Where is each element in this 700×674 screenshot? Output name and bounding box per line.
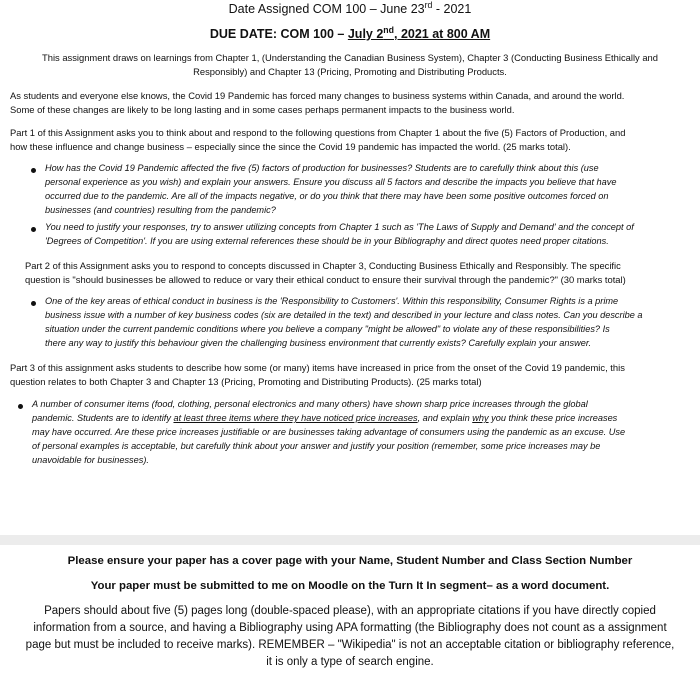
details-line-4: it is only a type of search engine. — [266, 656, 434, 668]
part3-bullet-emphasis-items: at least three items where they have noticed price increases — [173, 413, 418, 423]
bullet-icon — [18, 404, 23, 409]
part2-bullet-line-4: there any way to justify this behaviour given the challenging business environment that currently exists? Carefully explain your answer. — [45, 338, 592, 348]
part1-intro-line-1: Part 1 of this Assignment asks you to think about and respond to the following questions from Chapter 1 about the five (5) Factors of Production, and — [10, 127, 626, 138]
part1-intro-line-2: how these influence and change business – especially since the since the Covid 19 pandemic has impacted the world. (25 marks total). — [10, 141, 571, 152]
date-assigned — [0, 2, 700, 16]
bullet-icon — [31, 168, 36, 173]
part3-bullet-line-4: of personal examples is acceptable, but carefully think about your answer and justify your position (remember, some price increases may be — [32, 441, 601, 451]
part2-intro-line-1: Part 2 of this Assignment asks you to respond to concepts discussed in Chapter 3, Conducting Business Ethically and Responsibly. The specific — [25, 260, 621, 271]
date-assigned-sup: rd — [424, 0, 433, 10]
part1-bullet1-line-2: personal experience as you wish) and explain your answers. Ensure you discuss all 5 factors and describe the impacts you believe that have — [45, 177, 617, 187]
part1-bullet2-line-1: You need to justify your responses, try to answer utilizing concepts from Chapter 1 such as 'The Laws of Supply and Demand' and the concept of — [45, 222, 634, 232]
intro-line-1: This assignment draws on learnings from Chapter 1, (Understanding the Canadian Business System), Chapter 3 (Conducting Business Ethically and — [42, 52, 658, 63]
part2-intro-line-2: question is "should businesses be allowed to reduce or vary their ethical conduct to ensure their survival through the pandemic?" (30 marks total) — [25, 274, 626, 285]
details-line-1: Papers should about five (5) pages long (double-spaced please), with an appropriate citations if you have directly copied — [44, 605, 656, 617]
page-divider — [0, 535, 700, 545]
date-assigned-year: - 2021 — [432, 2, 472, 16]
part3-bullet-line-2 — [32, 413, 617, 423]
part1-bullet2-line-2: 'Degrees of Competition'. If you are using external references these should be in your Bibliography and direct quotes need proper citations. — [45, 236, 609, 246]
details-line-3: page but must be included to receive marks). REMEMBER – "Wikipedia" is not an acceptable citation or bibliography reference, — [25, 639, 675, 651]
part1-bullet1-line-1: How has the Covid 19 Pandemic affected the five (5) factors of production for businesses? Students are to carefully think about this (use — [45, 163, 599, 173]
part3-bullet-line-2-b: , and explain — [417, 413, 473, 423]
part3-bullet-line-5: unavoidable for businesses). — [32, 455, 149, 465]
due-date-main: July 2 — [347, 27, 384, 41]
context-line-2: Some of these changes are likely to be long lasting and in some cases perhaps permanent impacts to the business world. — [10, 104, 515, 115]
part1-bullet1-line-3: occurred due to the pandemic. Are all of the impacts negative, or do you think that there may have been some positive outcomes forced on — [45, 191, 609, 201]
bullet-icon — [31, 301, 36, 306]
context-line-1: As students and everyone else knows, the Covid 19 Pandemic has forced many changes to business systems within Canada, and around the world. — [10, 90, 625, 101]
cover-page-instruction: Please ensure your paper has a cover page with your Name, Student Number and Class Section Number — [67, 555, 633, 567]
part3-intro-line-2: question relates to both Chapter 3 and Chapter 13 (Pricing, Promoting and Distributing Products). (25 marks total) — [10, 376, 482, 387]
part3-bullet-line-2-a: pandemic. Students are to identify — [32, 413, 174, 423]
part1-bullet1-line-4: businesses (and countries) resulting from the pandemic? — [45, 205, 276, 215]
due-date-value — [347, 24, 491, 41]
details-line-2: information from a source, and having a Bibliography using APA formatting (the Bibliography does not count as a assignment — [33, 622, 667, 634]
bullet-icon — [31, 227, 36, 232]
due-date-prefix: DUE DATE: COM 100 – — [209, 27, 348, 41]
part3-intro-line-1: Part 3 of this assignment asks students to describe how some (or many) items have increased in price from the onset of the Covid 19 pandemic, this — [10, 362, 625, 373]
submission-instruction: Your paper must be submitted to me on Moodle on the Turn It In segment– as a word document. — [90, 580, 610, 592]
part3-bullet-line-1: A number of consumer items (food, clothing, personal electronics and many others) have shown sharp price increases through the global — [32, 399, 588, 409]
part2-bullet-line-2: business issue with a number of key business codes (six are detailed in the text) and described in your lecture and class notes. Can you describe a — [45, 310, 643, 320]
intro-line-2: Responsibly) and Chapter 13 (Pricing, Promoting and Distributing Products. — [193, 66, 507, 77]
part3-bullet-line-3: may have occurred. Are these price increases justifiable or are businesses taking advantage of consumers using the pandemic as an excuse. Use — [32, 427, 626, 437]
part2-bullet-line-3: situation under the current pandemic conditions where you believe a company "might be allowed" to violate any of these responsibilities? Is — [45, 324, 610, 334]
due-date-sup: nd — [383, 24, 394, 35]
due-date — [0, 24, 700, 41]
document-page-bottom — [0, 545, 700, 674]
due-date-time: , 2021 at 800 AM — [394, 27, 491, 41]
date-assigned-text: Date Assigned COM 100 – June 23 — [228, 2, 425, 16]
part3-bullet-line-2-c: you think these price increases — [488, 413, 618, 423]
part2-bullet-line-1: One of the key areas of ethical conduct in business is the 'Responsibility to Customers'. Within this responsibility, Consumer Rights is a prime — [45, 296, 619, 306]
part3-bullet-emphasis-why: why — [472, 413, 489, 423]
